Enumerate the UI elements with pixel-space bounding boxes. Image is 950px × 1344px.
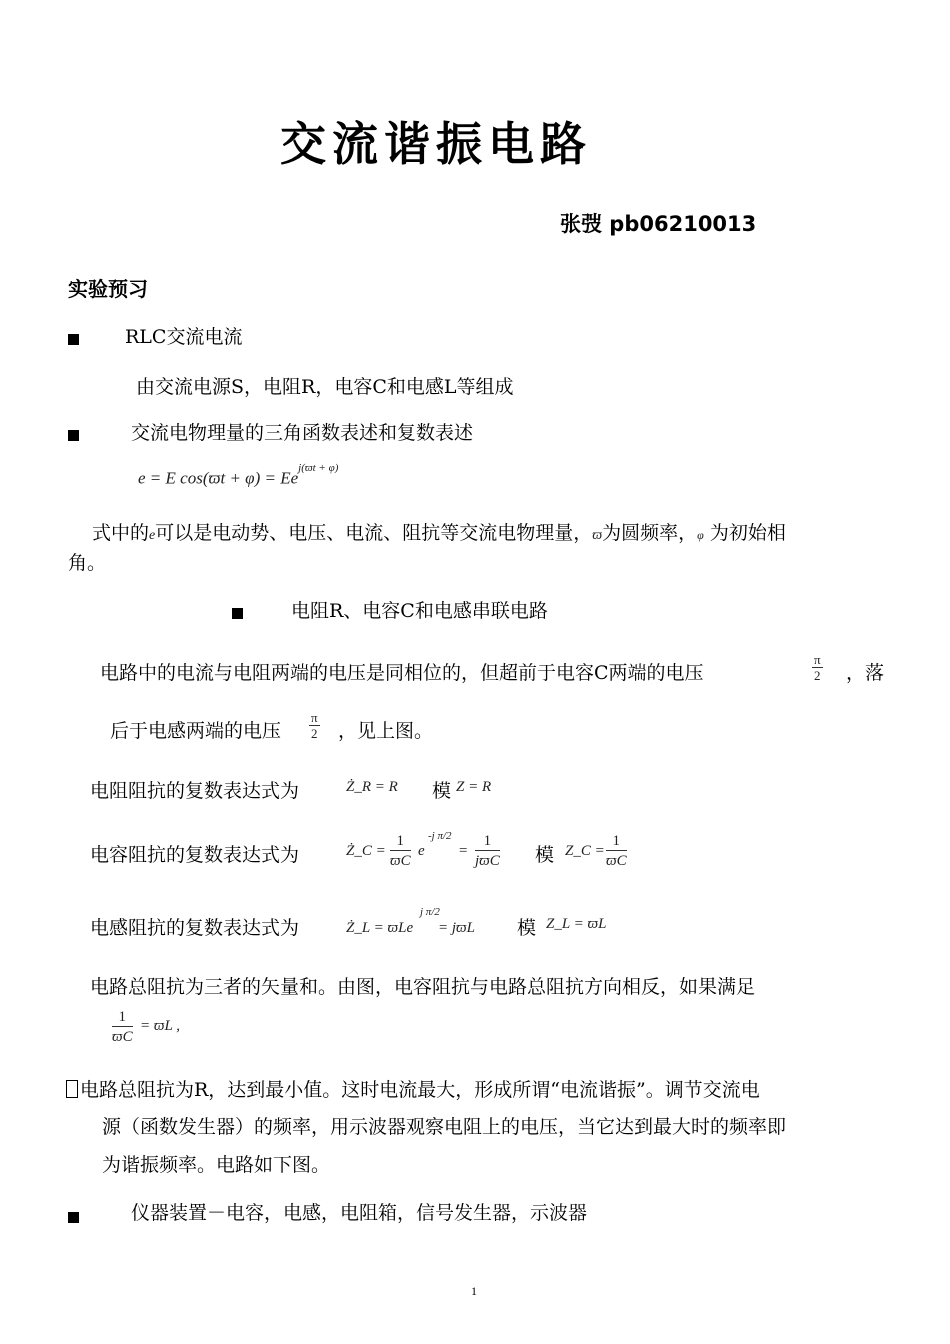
bullet-marker	[232, 604, 243, 623]
fraction-pi-over-2: $\frac{\pi}{2}$	[814, 652, 821, 683]
cap-label: 电容阻抗的复数表达式为	[90, 844, 300, 866]
bullet-marker	[68, 1208, 79, 1227]
para1-d: 为初始相	[703, 522, 786, 544]
para1-c: 为圆频率，	[602, 522, 698, 544]
ind-mod-expr: Z_L = ϖL	[546, 916, 607, 932]
bullet-series-circuit: 电阻R、电容C和电感串联电路	[291, 600, 548, 622]
resist-mod-label: 模	[432, 780, 452, 802]
cap-mod-lhs: Z_C =	[565, 843, 605, 859]
para4-line3: 为谐振频率。电路如下图。	[102, 1154, 331, 1176]
cap-frac3: $\frac{1}{ϖC}$	[606, 833, 627, 869]
resist-expr: Ż_R = R	[346, 779, 398, 795]
bullet-marker	[68, 330, 79, 349]
resist-mod-expr: Z = R	[456, 779, 492, 795]
cap-frac2: 1 jϖC	[475, 833, 500, 869]
para1-b: 可以是电动势、电压、电流、阻抗等交流电物理量，	[155, 522, 593, 544]
resist-label: 电阻阻抗的复数表达式为	[90, 780, 300, 802]
para2-after1: ，落	[846, 662, 885, 684]
ind-mod-label: 模	[517, 917, 537, 939]
paragraph-definitions-end: 角。	[68, 552, 107, 574]
symbol-e: e	[149, 528, 156, 543]
ind-exp: j π/2	[420, 906, 440, 918]
para2-after2: ，见上图。	[338, 720, 434, 742]
bullet-rlc: RLC交流电流	[125, 326, 243, 348]
ind-expr2: = jϖL	[438, 920, 475, 936]
page-title: 交流谐振电路	[280, 117, 592, 171]
rlc-description: 由交流电源S，电阻R，电容C和电感L等组成	[136, 376, 514, 398]
cap-lhs: Ż_C =	[346, 843, 386, 859]
ind-expr: Ż_L = ϖLe	[346, 920, 414, 936]
para4-line1: 电路总阻抗为R，达到最小值。这时电流最大，形成所谓“电流谐振”。调节交流电	[66, 1075, 760, 1102]
cap-mod-label: 模	[535, 844, 555, 866]
symbol-phi: φ	[697, 528, 704, 542]
formula-main-lhs: e = E cos(ϖt + φ) = Ee	[138, 468, 299, 488]
para1-a: 式中的	[92, 522, 150, 544]
fraction-pi-over-2: $\frac{\pi}{2}$	[311, 710, 318, 741]
para3: 电路总阻抗为三者的矢量和。由图，电容阻抗与电路总阻抗方向相反，如果满足	[90, 976, 756, 998]
page-number: 1	[471, 1284, 477, 1298]
section-title: 实验预习	[68, 277, 148, 301]
cap-frac1: $\frac{1}{ϖC}$	[390, 833, 411, 869]
missing-glyph-box	[66, 1080, 78, 1098]
bullet-expressions: 交流电物理量的三角函数表述和复数表述	[131, 422, 474, 444]
cap-eq: =	[458, 843, 469, 859]
cap-exp: -j π/2	[428, 830, 452, 842]
para4-line2: 源（函数发生器）的频率，用示波器观察电阻上的电压，当它达到最大时的频率即	[102, 1116, 787, 1138]
cap-e: e	[418, 843, 425, 859]
symbol-omega: ϖ	[592, 528, 603, 543]
cond-rhs: = ϖL ,	[140, 1018, 181, 1034]
bullet-marker	[68, 426, 79, 445]
para2-line1: 电路中的电流与电阻两端的电压是同相位的，但超前于电容C两端的电压	[100, 662, 704, 684]
formula-main-exp: j(ϖt + φ)	[298, 462, 339, 474]
author-line: 张弢 pb06210013	[560, 212, 757, 236]
para2-line2: 后于电感两端的电压	[110, 720, 282, 742]
bullet-equipment: 仪器装置－电容，电感，电阻箱，信号发生器，示波器	[131, 1202, 588, 1224]
paragraph-definitions	[92, 518, 786, 545]
ind-label: 电感阻抗的复数表达式为	[90, 917, 300, 939]
cond-frac: $\frac{1}{ϖC}$	[112, 1009, 133, 1045]
